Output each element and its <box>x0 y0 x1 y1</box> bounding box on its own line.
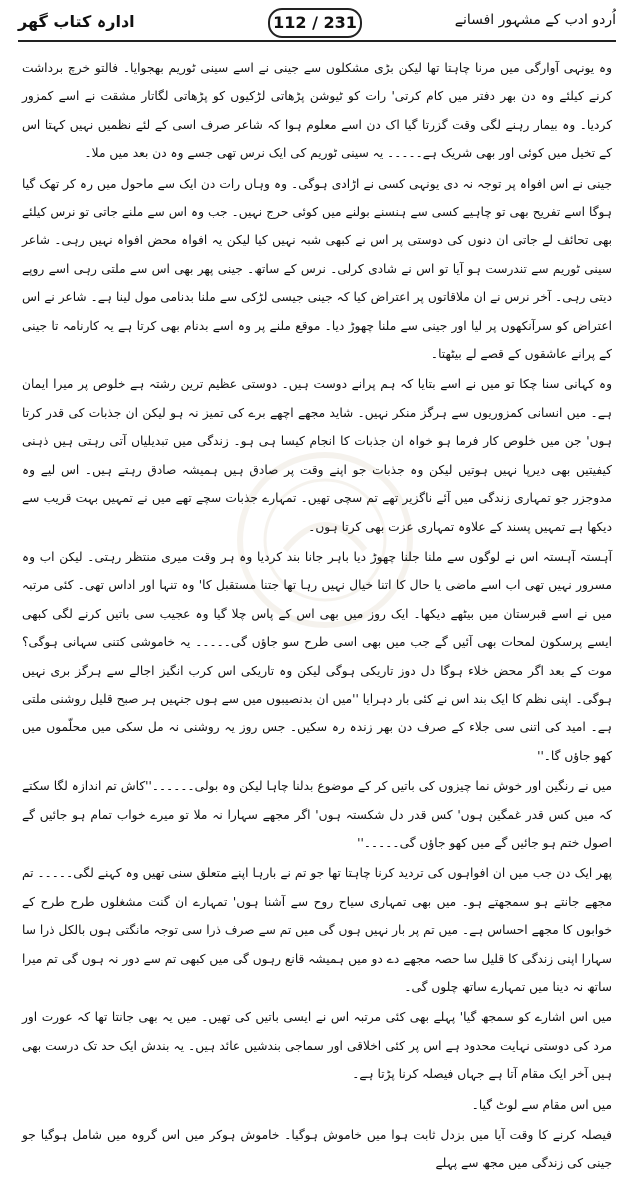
paragraph: وہ یونہی آوارگی میں مرنا چاہتا تھا لیکن بڑی مشکلوں سے جینی نے اسے سینی ٹوریم بھجوایا۔ فالتو خرچ برداشت کرنے کیلئے وہ دن بھر دفتر میں کام کرتی' رات کو ٹیوشن پڑھاتی لڑکیوں کو پڑھاتی لگاتار مشقت نے اسے کمزور کردیا۔ وہ بیمار رہنے لگی وقت گزرتا گیا اک دن اسے معلوم ہوا کہ شاعر صرف اسی کے لئے نظمیں نہیں کہتا اس کے تخیل میں کوئی اور بھی شریک ہے۔۔۔۔۔ یہ سینی ٹوریم کی ایک نرس تھی جسے وہ دن بعد میں ملا۔ <box>22 61 612 161</box>
paragraph: آہستہ آہستہ اس نے لوگوں سے ملنا جلنا چھوڑ دیا باہر جانا بند کردیا وہ ہر وقت میری منتظر رہتی۔ لیکن اب وہ مسرور نہیں تھی اب اسے ماضی یا حال کا اتنا خیال نہیں رہا تھا جتنا مستقبل کا' وہ تنہا اور اداس تھی۔ کئی مرتبہ میں نے اسے قبرستان میں بیٹھے دیکھا۔ ایک روز میں بھی اس کے پاس چلا گیا وہ عجیب سی باتیں کرنے لگی کبھی ایسے پرسکون لمحات بھی آئیں گے جب میں بھی اسی طرح سو جاؤں گی۔۔۔۔۔ یہ خاموشی کتنی سہانی ہوگی؟ موت کے بعد اگر محض خلاء ہوگا دل دوز تاریکی ہوگی لیکن وہ تاریکی اس کرب انگیز اجالے سے ہرگز بری نہیں ہوگی۔ اپنی نظم کا ایک بند اس نے کئی بار دہرایا ''میں ان بدنصیبوں میں سے ہوں جنہیں ہر صبح قلیل روشنی ملتی ہے۔ امید کی اتنی سی جلاء کے صرف دن بھر زندہ رہ سکیں۔ جس روز یہ روشنی نہ مل سکی میں محلّموں میں کھو جاؤں گا۔'' <box>22 549 612 763</box>
paragraph: وہ کہانی سنا چکا تو میں نے اسے بتایا کہ ہم پرانے دوست ہیں۔ دوستی عظیم ترین رشتہ ہے خلوص پر میرا ایمان ہے۔ میں انسانی کمزوریوں سے ہرگز منکر نہیں۔ شاید مجھے اچھے برے کی تمیز نہ ہو لیکن ان جذبات کی قدر کرتا ہوں' جن میں خلوص کار فرما ہو خواہ ان جذبات کا انجام کیسا ہی ہو۔ زندگی میں تبدیلیاں آتی رہتی ہیں ذہنی کیفیتیں بھی دیرپا نہیں ہوتیں لیکن وہ جذبات جو اپنے وقت پر صادق ہیں ہمیشہ صادق رہتے ہیں۔ اس لیے وہ مدوجزر جو تمہاری زندگی میں آئے ناگزیر تھے تم سچی تھیں۔ تمہارے جذبات سچے تھے میں نے تمہیں بہت قریب سے دیکھا ہے تمہیں پسند کے علاوہ تمہاری عزت بھی کرتا ہوں۔ <box>22 377 612 534</box>
book-title: اُردو ادب کے مشہور افسانے <box>454 12 616 28</box>
paragraph: میں نے رنگین اور خوش نما چیزوں کی باتیں کر کے موضوع بدلنا چاہا لیکن وہ بولی۔۔۔۔۔۔''کاش تم اندازہ لگا سکتے کہ میں کس قدر غمگین ہوں' کس قدر دل شکستہ ہوں' اگر مجھے سہارا نہ ملا تو میرے خواب تمام ہو جائیں گے اصول ختم ہو جائیں گے میں کھو جاؤں گی۔۔۔۔۔'' <box>22 779 612 850</box>
paragraph: میں اس مقام سے لوٹ گیا۔ <box>471 1097 612 1112</box>
paragraph: میں اس اشارے کو سمجھ گیا' پہلے بھی کئی مرتبہ اس نے ایسی باتیں کی تھیں۔ میں یہ بھی جانتا تھا کہ عورت اور مرد کی دوستی نہایت محدود ہے اس پر کئی اخلاقی اور سماجی بندشیں عائد ہیں۔ یہ بندش ایک حد تک درست بھی ہیں آخر ایک مقام آتا ہے جہاں فیصلہ کرنا پڑتا ہے۔ <box>22 1010 612 1082</box>
header-divider <box>18 40 616 42</box>
paragraph: جینی نے اس افواہ پر توجہ نہ دی یونہی کسی نے اڑادی ہوگی۔ وہ وہاں رات دن ایک سے ماحول میں رہ کر تھک گیا ہوگا اسے تفریح بھی تو چاہیے کسی سے ہنسنے بولنے میں کوئی حرج نہیں۔ جب وہ اس سے ملنے جاتی تو نرس کیلئے بھی تحائف لے جاتی ان دنوں کی دوستی پر اس نے کبھی شبہ نہیں کیا لیکن یہ افواہ محض افواہ نہیں رہی۔ شاعر سینی ٹوریم سے تندرست ہو آیا تو اس نے شادی کرلی۔ نرس کے ساتھ۔ جینی پھر بھی اس سے ملتی رہی اسے روپے دیتی رہی۔ آخر نرس نے ان ملاقاتوں پر اعتراض کیا کہ جینی جیسی لڑکی سے ملنا بدنامی مول لینا ہے۔ شاعر نے اس اعتراض کو سرآنکھوں پر لیا اور جینی سے ملنا چھوڑ دیا۔ موقع ملنے پر وہ اسے بدنام بھی کرتا ہے یہ کارنامہ تا جینی کے پرانے عاشقوں کے قصے لے بیٹھتا۔ <box>22 176 612 362</box>
story-body <box>22 54 612 1171</box>
paragraph: پھر ایک دن جب میں ان افواہوں کی تردید کرنا چاہتا تھا جو تم نے بارہا اپنے متعلق سنی تھیں وہ کہنے لگی۔۔۔۔۔ تم مجھے جانتے ہو سمجھتے ہو۔ میں بھی تمہاری سیاح روح سے آشنا ہوں' تمہارے ان گنت مشغلوں طرح طرح کے خوابوں کا مجھے احساس ہے۔ میں تم پر بار نہیں ہوں گی میں تم سے صرف ذرا سی توجہ مانگتی ہوں بالکل ذرا سا سہارا اپنی زندگی کا قلیل سا حصہ مجھے دے دو میں ہمیشہ قانع رہوں گی میں کبھی تم سے دور نہ ہوں گی تم میرا ساتھ نہ دینا میں تمہارے ساتھ چلوں گی۔ <box>22 866 612 994</box>
paragraph: فیصلہ کرنے کا وقت آیا میں بزدل ثابت ہوا میں خاموش ہوگیا۔ خاموش ہوکر میں اس گروہ میں شامل ہوگیا جو جینی کی زندگی میں مجھ سے پہلے <box>22 1128 612 1171</box>
page-indicator: 112 / 231 <box>268 8 362 38</box>
publisher-name: ادارہ کتاب گھر <box>18 12 135 31</box>
page-header <box>18 8 616 38</box>
